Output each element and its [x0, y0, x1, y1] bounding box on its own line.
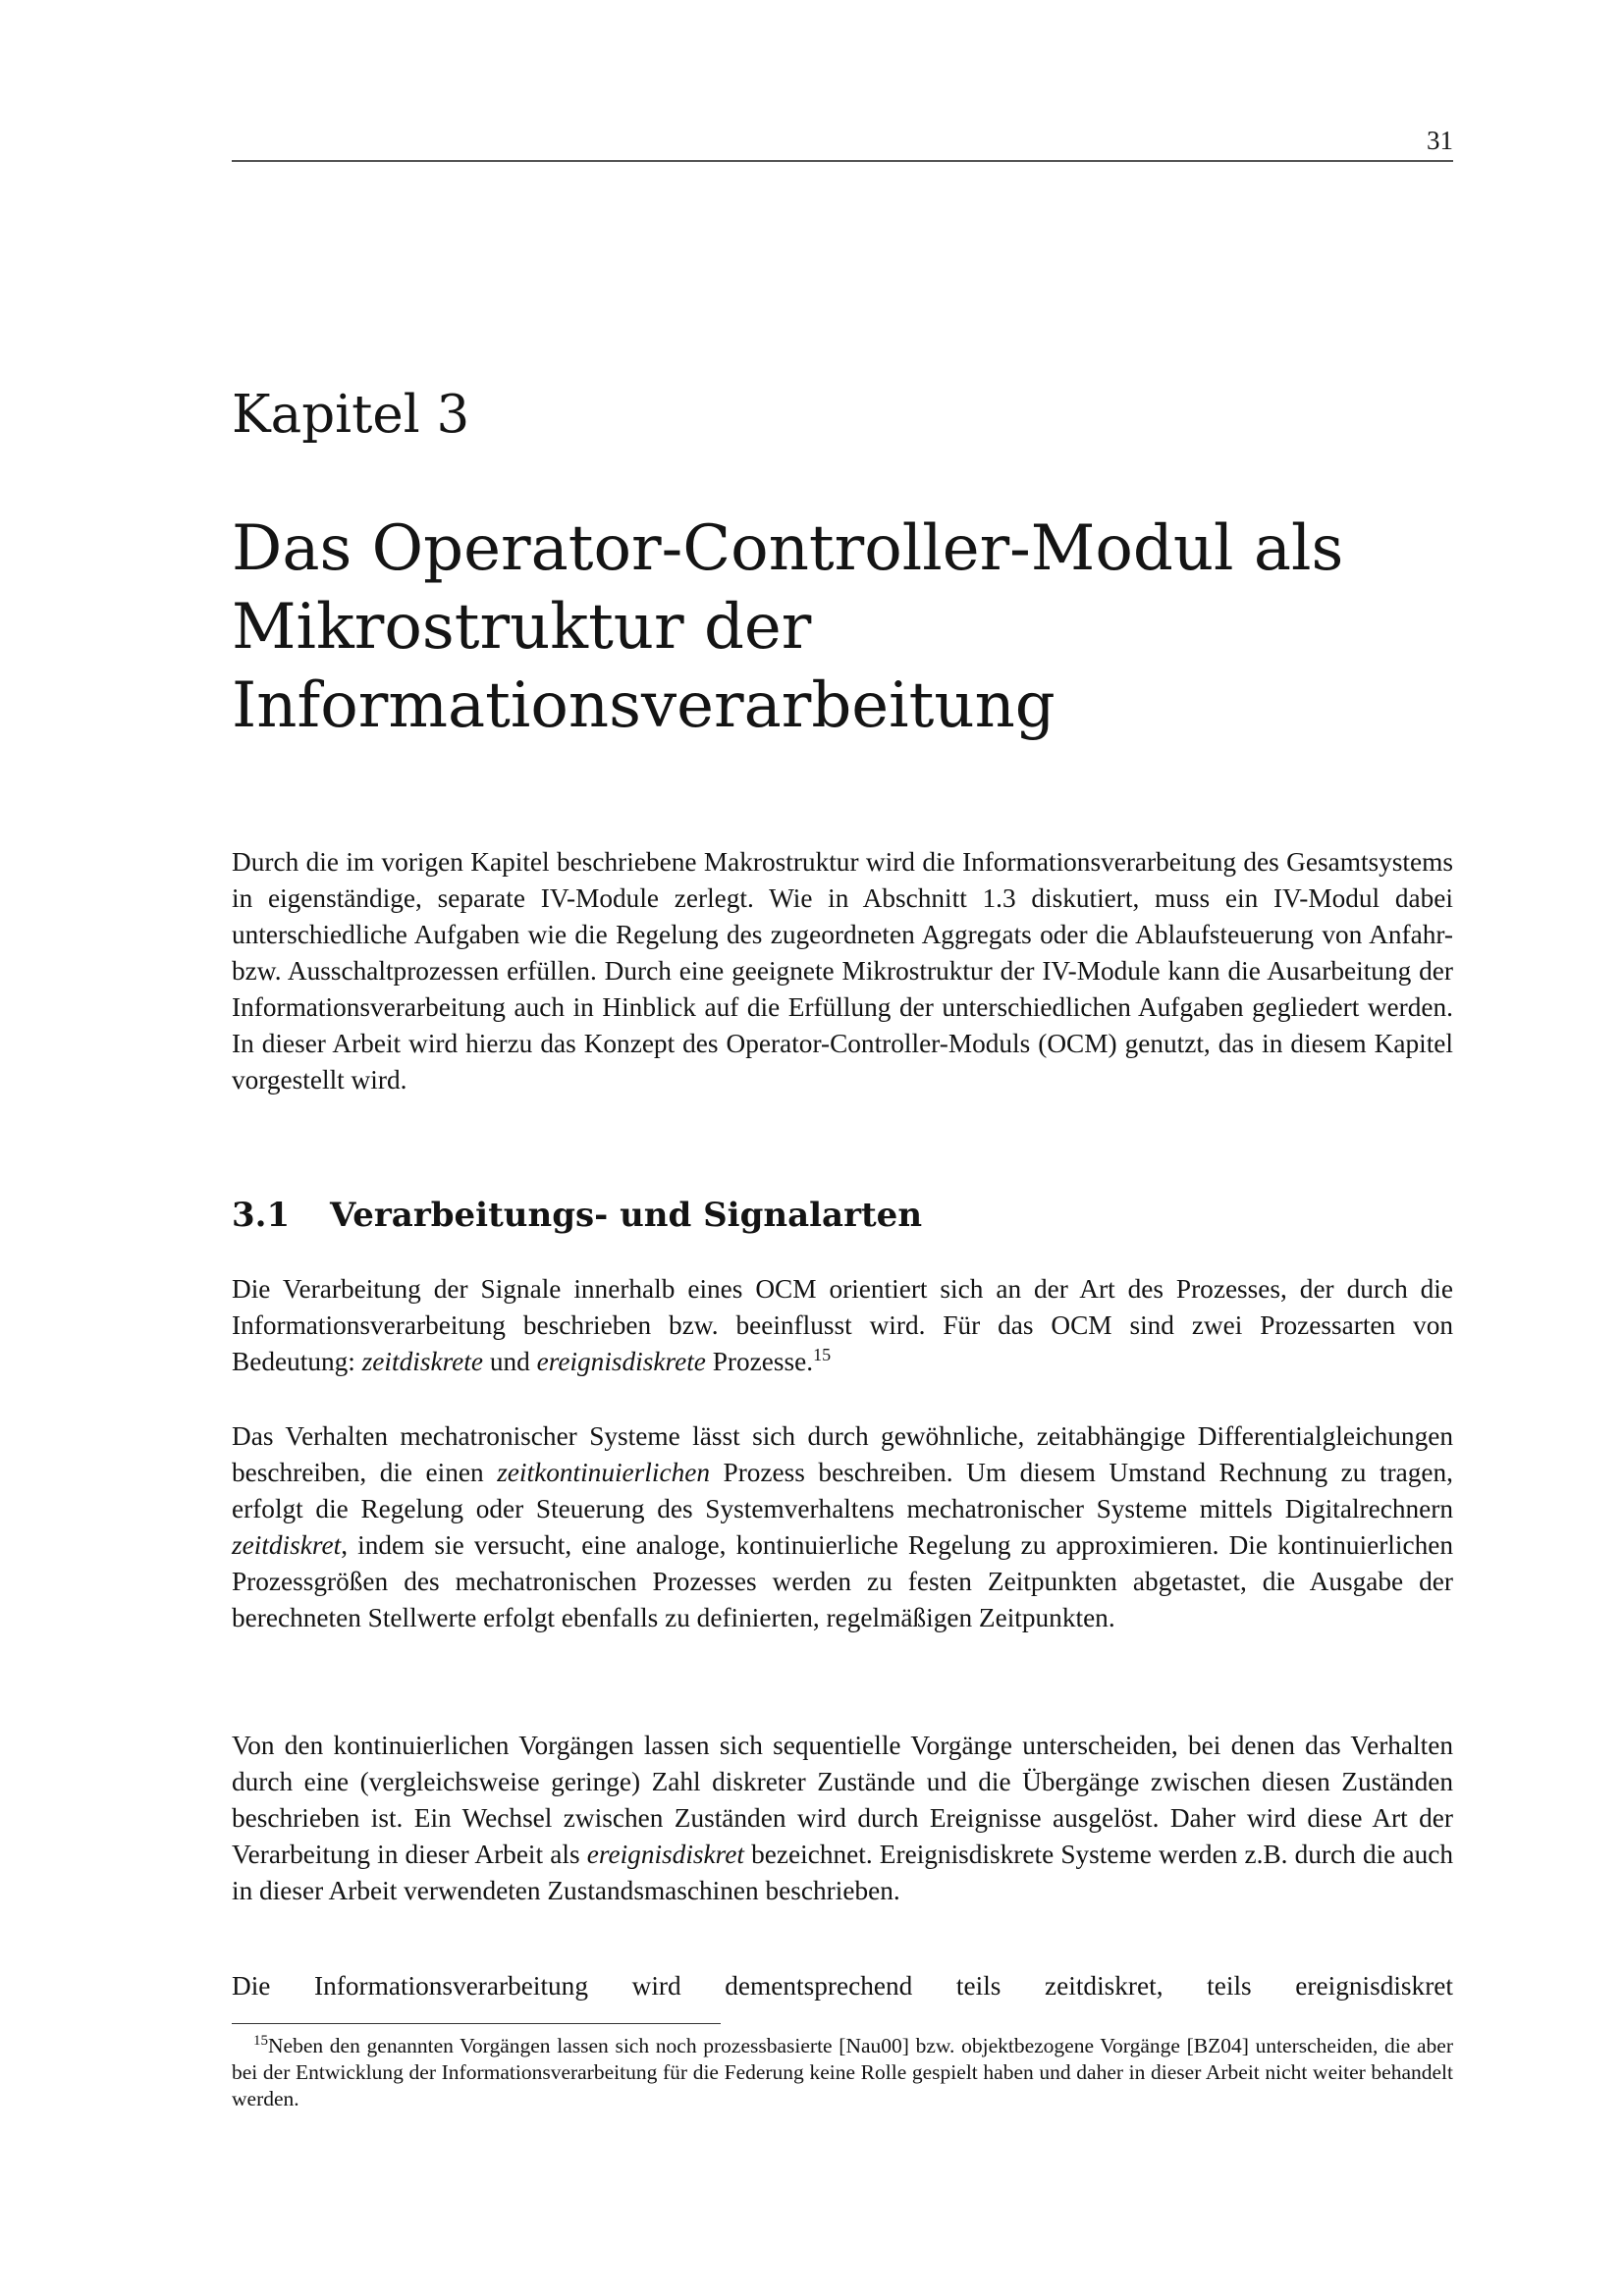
chapter-title-line: Das Operator-Controller-Modul als: [232, 512, 1344, 585]
paragraph-text: Die Verarbeitung der Signale innerhalb eines OCM orientiert sich an der Art des Prozesses, der durch die Informationsverarbeitung beschrieben bzw. beeinflusst wird. Für das OCM sind zwei Prozessarten von Bedeutung:: [232, 1274, 1453, 1376]
section-number: 3.1: [232, 1196, 291, 1235]
emphasis-term: zeitdiskrete: [361, 1347, 483, 1376]
footnote-text: Neben den genannten Vorgängen lassen sich noch prozessbasierte [Nau00] bzw. objektbezogene Vorgänge [BZ04] unterscheiden, die aber bei der Entwicklung der Informationsverarbeitung für die Federung keine Rolle gespielt haben und daher in dieser Arbeit nicht weiter behandelt werden.: [232, 2034, 1453, 2110]
paragraph-text: bezeichnet. Ereignisdiskrete Systeme werden z.B. durch die auch in dieser Arbeit verwendeten Zustandsmaschinen beschrieben.: [232, 1840, 1453, 1905]
chapter-title: [232, 509, 1469, 745]
paragraph-text: Prozess beschreiben. Um diesem Umstand Rechnung zu tragen, erfolgt die Regelung oder Steuerung des Systemverhaltens mechatronischer Systeme mittels Digitalrechnern: [232, 1458, 1453, 1523]
chapter-label: Kapitel 3: [232, 385, 470, 445]
footnote: [232, 2033, 1453, 2112]
footnote-number: 15: [253, 2032, 268, 2049]
paragraph-text: , indem sie versucht, eine analoge, kontinuierliche Regelung zu approximieren. Die kontinuierlichen Prozessgrößen des mechatronischen Prozesses werden zu festen Zeitpunkten abgetastet, die Ausgabe der berechneten Stellwerte erfolgt ebenfalls zu definierten, regelmäßigen Zeitpunkten.: [232, 1530, 1453, 1632]
section-paragraph-4: Die Informationsverarbeitung wird dementsprechend teils zeitdiskret, teils ereignisdiskret: [232, 1971, 1453, 2001]
emphasis-term: ereignisdiskrete: [536, 1347, 706, 1376]
section-paragraph-2: [232, 1418, 1453, 1636]
chapter-title-line: Informationsverarbeitung: [232, 669, 1056, 742]
section-paragraph-1: [232, 1271, 1453, 1380]
paragraph-text: und: [483, 1347, 537, 1376]
emphasis-term: ereignisdiskret: [586, 1840, 744, 1869]
section-title: Verarbeitungs- und Signalarten: [330, 1196, 923, 1235]
footnote-rule: [232, 2023, 721, 2024]
chapter-title-line: Mikrostruktur der: [232, 591, 812, 664]
emphasis-term: zeitkontinuierlichen: [497, 1458, 710, 1487]
paragraph-text: Von den kontinuierlichen Vorgängen lassen sich sequentielle Vorgänge unterscheiden, bei denen das Verhalten durch eine (vergleichsweise geringe) Zahl diskreter Zustände und die Übergänge zwischen diesen Zuständen beschrieben ist. Ein Wechsel zwischen Zuständen wird durch Ereignisse ausgelöst. Daher wird diese Art der Verarbeitung in dieser Arbeit als: [232, 1731, 1453, 1869]
paragraph-text: Das Verhalten mechatronischer Systeme lässt sich durch gewöhnliche, zeitabhängige Differentialgleichungen beschreiben, die einen: [232, 1421, 1453, 1487]
section-paragraph-3: [232, 1728, 1453, 1909]
section-heading: [232, 1195, 922, 1236]
paragraph-text: Prozesse.: [705, 1347, 814, 1376]
header-rule: [232, 160, 1453, 162]
emphasis-term: zeitdiskret: [232, 1530, 342, 1560]
footnote-reference[interactable]: 15: [813, 1344, 832, 1364]
page-number: 31: [1427, 126, 1453, 155]
intro-paragraph: Durch die im vorigen Kapitel beschriebene Makrostruktur wird die Informationsverarbeitung des Gesamtsystems in eigenständige, separate IV-Module zerlegt. Wie in Abschnitt 1.3 diskutiert, muss ein IV-Modul dabei unterschiedliche Aufgaben wie die Regelung des zugeordneten Aggregats oder die Ablaufsteuerung von Anfahr- bzw. Ausschaltprozessen erfüllen. Durch eine geeignete Mikrostruktur der IV-Module kann die Ausarbeitung der Informationsverarbeitung auch in Hinblick auf die Erfüllung der unterschiedlichen Aufgaben gegliedert werden. In dieser Arbeit wird hierzu das Konzept des Operator-Controller-Moduls (OCM) genutzt, das in diesem Kapitel vorgestellt wird.: [232, 847, 1453, 1095]
